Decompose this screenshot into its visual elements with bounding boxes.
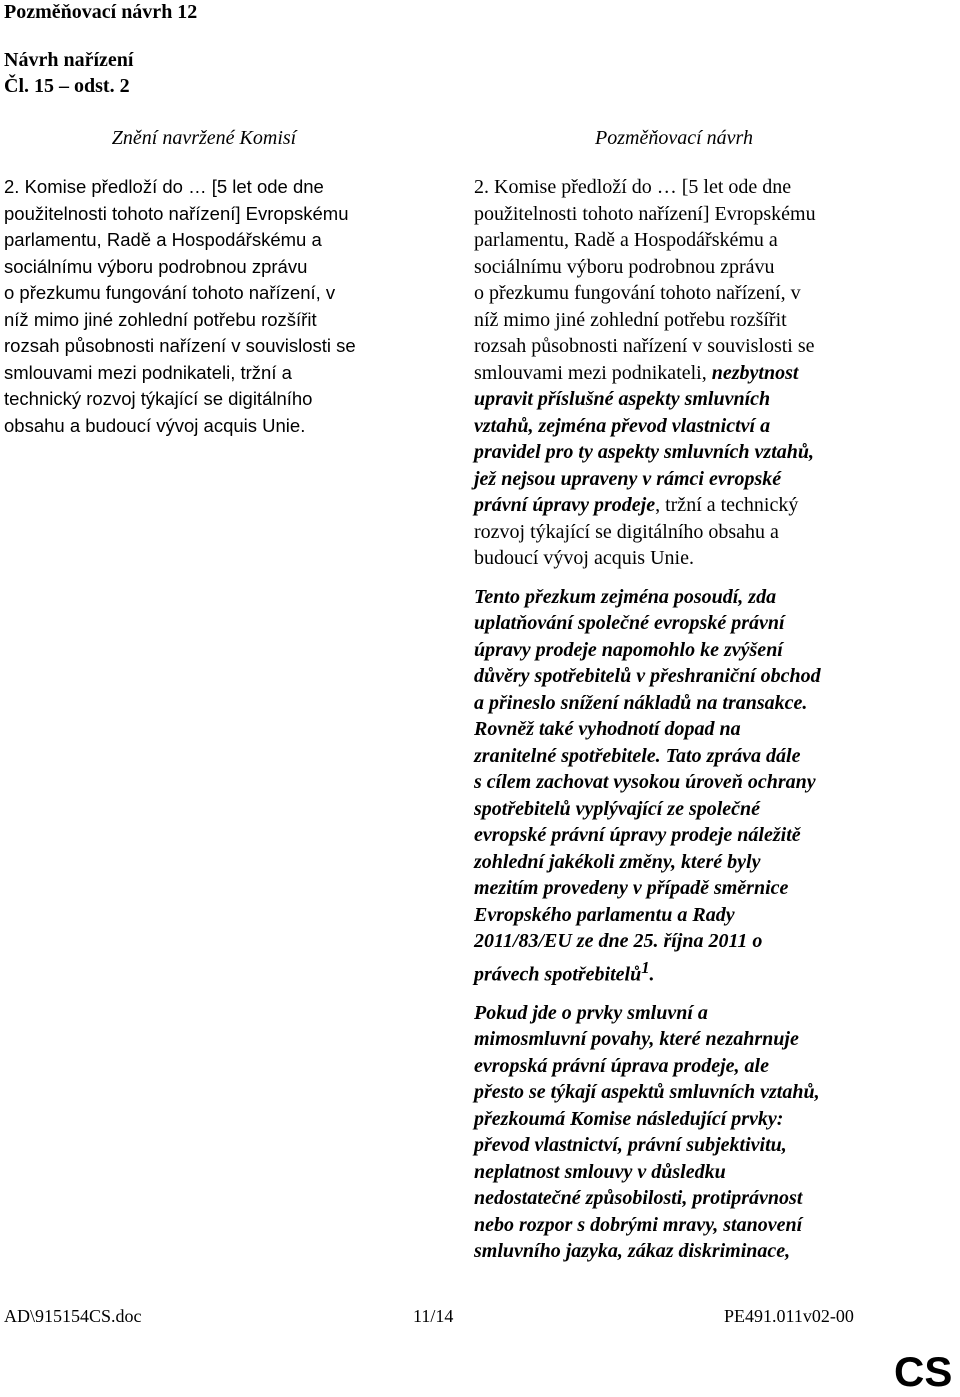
right-column-heading: Pozměňovací návrh [595,127,753,149]
amendment-text-column [474,174,914,1277]
left-column-heading: Znění navržené Komisí [111,127,297,149]
footer-page-number: 11/14 [413,1306,454,1326]
amendment-paragraph-3: Pokud jde o prvky smluvní a mimosmluvní povahy, které nezahrnuje evropská právní úprava prodeje, ale přesto se týkají aspektů smluvních vztahů, přezkoumá Komise následující prvky: převod vlastnictví, právní subjektivitu, neplatnost smlouvy v důsledku nedostatečné způsobilosti, protiprávnost nebo rozpor s dobrými mravy, stanovení smluvního jazyka, zákaz diskriminace, [474,1001,820,1263]
footnote-marker[interactable]: 1 [641,957,650,977]
commission-text-paragraph: 2. Komise předloží do … [5 let ode dne použitelnosti tohoto nařízení] Evropskému parlamentu, Radě a Hospodářskému a sociálnímu výboru podrobnou zprávu o přezkumu fungování tohoto nařízení, v níž mimo jiné zohlední potřebu rozšířit rozsah působnosti nařízení v souvislosti se smlouvami mezi podnikateli, tržní a technický rozvoj týkající se digitálního obsahu a budoucí vývoj acquis Unie. [4,176,356,436]
amendment-paragraph-2 [474,584,914,988]
amendment-p2-text: Tento přezkum zejména posoudí, zda uplatňování společné evropské právní úpravy prodeje napomohlo ke zvýšení důvěry spotřebitelů v přeshraniční obchod a přineslo snížení nákladů na transakce. Rovněž také vyhodnotí dopad na zranitelné spotřebitele. Tato zpráva dále s cílem zachovat vysokou úroveň ochrany spotřebitelů vyplývající ze společné evropské právní úpravy prodeje náležitě zohlední jakékoli změny, které byly mezitím provedeny v případě směrnice Evropského parlamentu a Rady 2011/83/EU ze dne 25. října 2011 o právech spotřebitelů [474,585,821,986]
commission-text-column [4,174,444,439]
amendment-p1-plain-start: 2. Komise předloží do … [5 let ode dne použitelnosti tohoto nařízení] Evropskému parlamentu, Radě a Hospodářskému a sociálnímu výboru podrobnou zprávu o přezkumu fungování tohoto nařízení, v níž mimo jiné zohlední potřebu rozšířit rozsah působnosti nařízení v souvislosti se smlouvami mezi podnikateli, [474,176,816,384]
footer-file-ref: AD\915154CS.doc [4,1306,142,1326]
language-code: CS [894,1348,953,1395]
document-title: Návrh nařízení [4,49,134,71]
article-reference: Čl. 15 – odst. 2 [4,75,130,97]
footer-pe-ref: PE491.011v02-00 [724,1306,854,1326]
amendment-p1-plain-end: , tržní a technický rozvoj týkající se digitálního obsahu a budoucí vývoj acquis Unie. [474,494,799,569]
amendment-p1-inserted: nezbytnost upravit příslušné aspekty smluvních vztahů, zejména převod vlastnictví a pravidel pro ty aspekty smluvních vztahů, jež nejsou upraveny v rámci evropské právní úpravy prodeje [474,361,814,516]
amendment-p2-end: . [649,963,655,986]
amendment-title: Pozměňovací návrh 12 [4,1,198,23]
amendment-paragraph-1 [474,174,914,572]
